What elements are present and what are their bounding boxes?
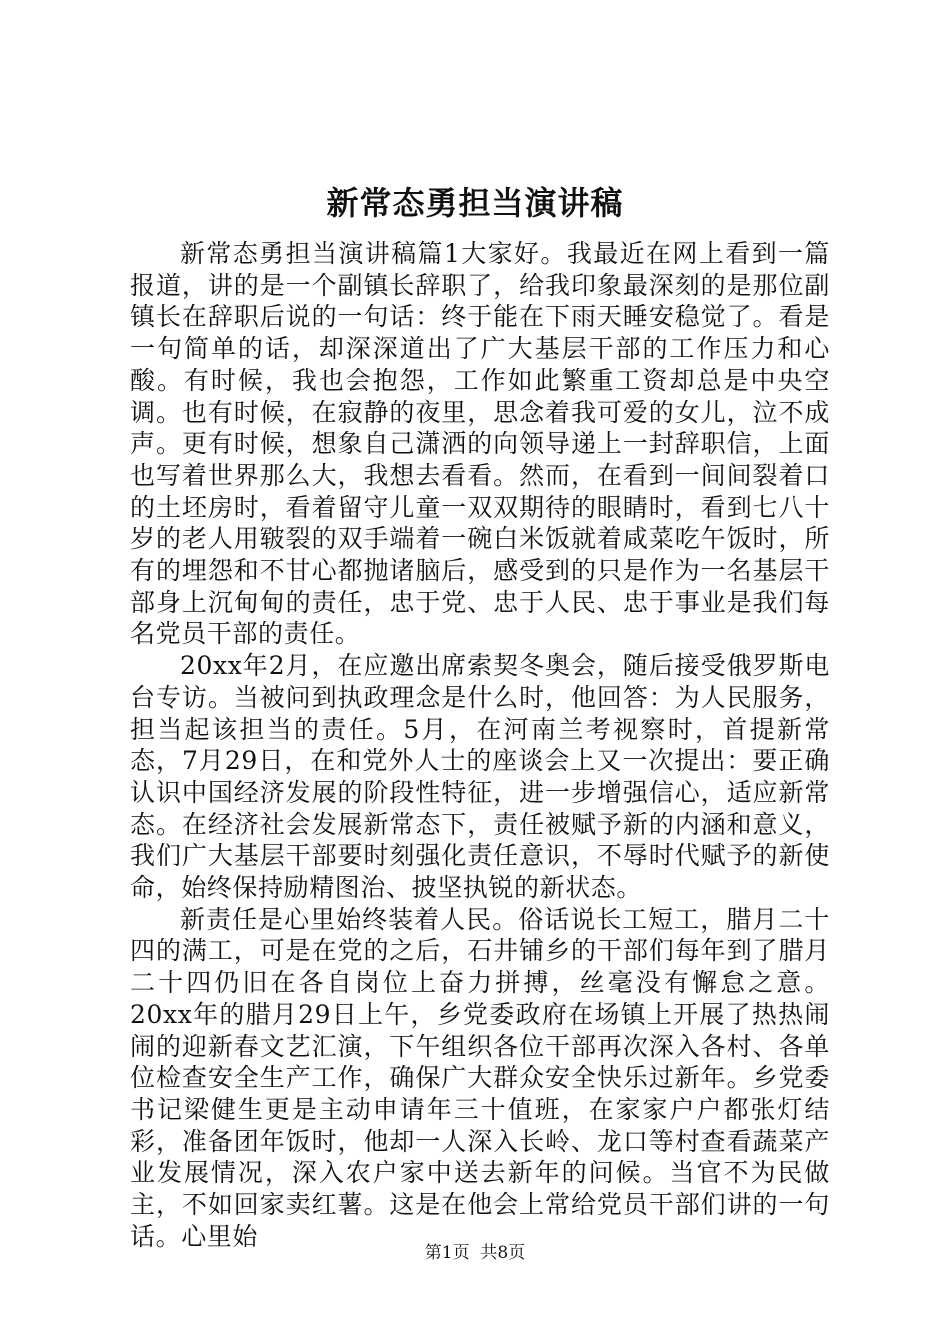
paragraph-1: 新常态勇担当演讲稿篇1大家好。我最近在网上看到一篇报道，讲的是一个副镇长辞职了，给我印象最深刻的是那位副镇长在辞职后说的一句话：终于能在下雨天睡安稳觉了。看是一句简单的话，却深深道出了广大基层干部的工作压力和心酸。有时候，我也会抱怨，工作如此繁重工资却总是中央空调。也有时候，在寂静的夜里，思念着我可爱的女儿，泣不成声。更有时候，想象自己潇洒的向领导递上一封辞职信，上面也写着世界那么大，我想去看看。然而，在看到一间间裂着口的土坯房时，看着留守儿童一双双期待的眼睛时，看到七八十岁的老人用皲裂的双手端着一碗白米饭就着咸菜吃午饭时，所有的埋怨和不甘心都抛诸脑后，感受到的只是作为一名基层干部身上沉甸甸的责任，忠于党、忠于人民、忠于事业是我们每名党员干部的责任。 <box>130 239 830 649</box>
paragraph-2: 20xx年2月，在应邀出席索契冬奥会，随后接受俄罗斯电台专访。当被问到执政理念是什么时，他回答：为人民服务，担当起该担当的责任。5月，在河南兰考视察时，首提新常态，7月29日，在和党外人士的座谈会上又一次提出：要正确认识中国经济发展的阶段性特征，进一步增强信心，适应新常态。在经济社会发展新常态下，责任被赋予新的内涵和意义，我们广大基层干部要时刻强化责任意识，不辱时代赋予的新使命，始终保持励精图治、披坚执锐的新状态。 <box>130 651 830 903</box>
document-title: 新常态勇担当演讲稿 <box>326 184 624 222</box>
document-body <box>130 238 830 1253</box>
paragraph-3: 新责任是心里始终装着人民。俗话说长工短工，腊月二十四的满工，可是在党的之后，石井铺乡的干部们每年到了腊月二十四仍旧在各自岗位上奋力拼搏，丝毫没有懈怠之意。20xx年的腊月29日上午，乡党委政府在场镇上开展了热热闹闹的迎新春文艺汇演，下午组织各位干部再次深入各村、各单位检查安全生产工作，确保广大群众安全快乐过新年。乡党委书记梁健生更是主动申请年三十值班，在家家户户都张灯结彩，准备团年饭时，他却一人深入长岭、龙口等村查看蔬菜产业发展情况，深入农户家中送去新年的问候。当官不为民做主，不如回家卖红薯。这是在他会上常给党员干部们讲的一句话。心里始 <box>130 904 830 1251</box>
page-footer: 第1页 共8页 <box>424 1243 526 1263</box>
